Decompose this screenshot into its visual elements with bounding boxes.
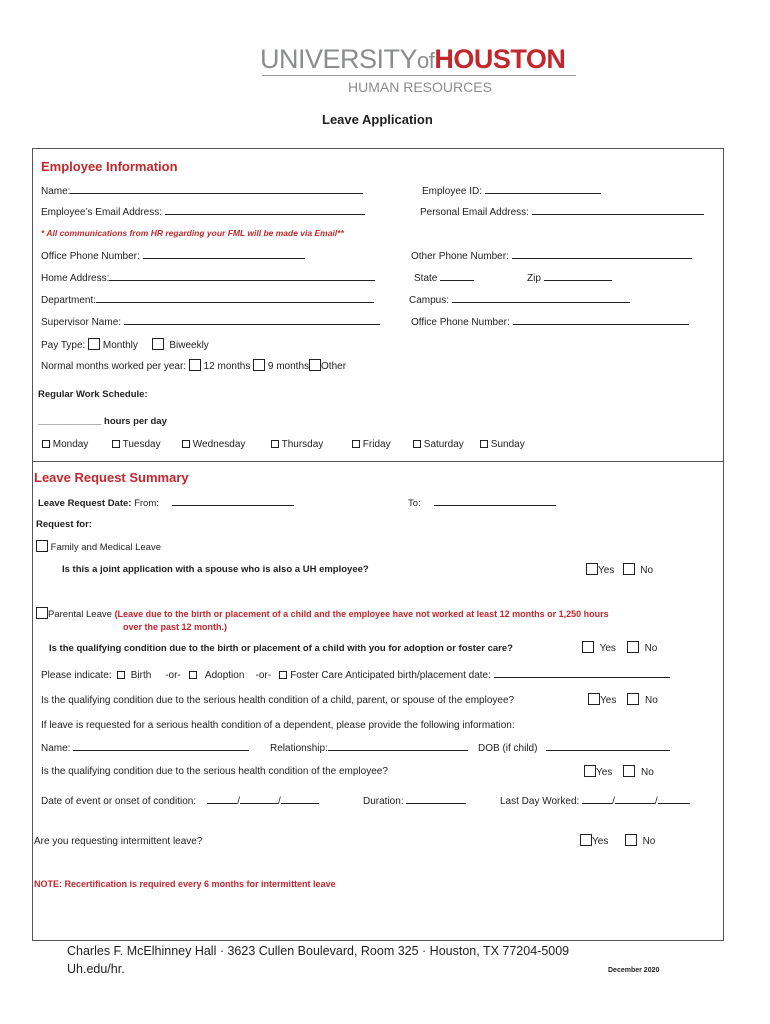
state-input-line[interactable] bbox=[440, 272, 474, 281]
personal-email-input-line[interactable] bbox=[532, 206, 704, 215]
duration-label: Duration: bbox=[363, 796, 404, 807]
day-saturday[interactable] bbox=[413, 439, 464, 450]
relationship-input-line[interactable] bbox=[328, 742, 468, 751]
hours-per-day-label: hours per day bbox=[104, 416, 167, 427]
day-monday[interactable] bbox=[42, 439, 88, 450]
qualifying-child-no-label: No bbox=[644, 643, 658, 654]
months-row bbox=[41, 359, 346, 372]
to-label: To: bbox=[408, 498, 421, 509]
serious-family-question: Is the qualifying condition due to the serious health condition of a child, parent, or spouse of the employee? bbox=[41, 695, 515, 706]
name-label: Name: bbox=[41, 186, 71, 197]
day-wednesday[interactable] bbox=[182, 439, 245, 450]
personal-email-label: Personal Email Address: bbox=[420, 207, 529, 218]
request-for-label: Request for: bbox=[36, 519, 92, 530]
fml-option[interactable] bbox=[36, 540, 161, 553]
office-phone-input-line[interactable] bbox=[143, 250, 305, 259]
joint-application-question: Is this a joint application with a spouse who is also a UH employee? bbox=[62, 564, 369, 575]
day-sunday[interactable] bbox=[480, 439, 525, 450]
serious-employee-question: Is the qualifying condition due to the serious health condition of the employee? bbox=[41, 766, 388, 777]
event-date-field[interactable]: Date of event or onset of condition: / / bbox=[41, 795, 319, 807]
thursday-checkbox[interactable] bbox=[271, 440, 279, 448]
recertification-note: NOTE: Recertification is required every 6 months for intermittent leave bbox=[34, 879, 336, 889]
tuesday-checkbox[interactable] bbox=[112, 440, 120, 448]
wednesday-label: Wednesday bbox=[192, 439, 246, 450]
please-indicate-label: Please indicate: bbox=[41, 670, 112, 681]
intermittent-yes-checkbox[interactable] bbox=[580, 834, 592, 846]
pay-monthly-checkbox[interactable] bbox=[88, 338, 100, 350]
campus-field[interactable] bbox=[409, 294, 630, 306]
qualifying-child-yes-no bbox=[582, 641, 657, 654]
serious-employee-yes-checkbox[interactable] bbox=[584, 765, 596, 777]
supervisor-label: Supervisor Name: bbox=[41, 317, 122, 328]
intermittent-question: Are you requesting intermittent leave? bbox=[34, 836, 203, 847]
qualifying-child-question: Is the qualifying condition due to the birth or placement of a child with you for adoption or foster care? bbox=[49, 643, 513, 654]
parental-leave-option[interactable] bbox=[36, 607, 609, 620]
joint-yes-label: Yes bbox=[598, 565, 615, 576]
monday-label: Monday bbox=[52, 439, 89, 450]
day-thursday[interactable] bbox=[271, 439, 323, 450]
zip-label: Zip bbox=[527, 273, 541, 284]
campus-input-line[interactable] bbox=[452, 294, 630, 303]
sunday-checkbox[interactable] bbox=[480, 440, 488, 448]
event-year-line[interactable] bbox=[281, 795, 319, 804]
home-address-label: Home Address: bbox=[41, 273, 110, 284]
employee-info-title: Employee Information bbox=[41, 159, 178, 174]
department-label: Department: bbox=[41, 295, 97, 306]
months-12-label: 12 months bbox=[203, 361, 251, 372]
serious-family-yes-label: Yes bbox=[600, 695, 617, 706]
state-field[interactable] bbox=[414, 272, 474, 284]
joint-no-label: No bbox=[640, 565, 654, 576]
employee-email-label: Employee’s Email Address: bbox=[41, 207, 162, 218]
intermittent-no-checkbox[interactable] bbox=[625, 834, 637, 846]
event-month-line[interactable] bbox=[207, 795, 237, 804]
months-12-checkbox[interactable] bbox=[189, 359, 201, 371]
from-label: From: bbox=[134, 498, 159, 509]
joint-no-checkbox[interactable] bbox=[623, 563, 635, 575]
fml-checkbox[interactable] bbox=[36, 540, 48, 552]
serious-family-yes-checkbox[interactable] bbox=[588, 693, 600, 705]
qualifying-child-yes-checkbox[interactable] bbox=[582, 641, 594, 653]
office-phone-field[interactable] bbox=[41, 250, 305, 262]
joint-yes-no bbox=[586, 563, 653, 576]
zip-field[interactable] bbox=[527, 272, 612, 284]
supervisor-phone-label: Office Phone Number: bbox=[411, 317, 510, 328]
please-indicate-row bbox=[41, 669, 670, 681]
leave-date-to-field[interactable] bbox=[408, 497, 556, 509]
dependent-instructions: If leave is requested for a serious health condition of a dependent, please provide the following information: bbox=[41, 720, 515, 731]
state-label: State bbox=[414, 273, 438, 284]
tuesday-label: Tuesday bbox=[122, 439, 161, 450]
wednesday-checkbox[interactable] bbox=[182, 440, 190, 448]
parental-leave-desc-1: (Leave due to the birth or placement of a child and the employee have not worked at least 12 months or 1,250 hours bbox=[114, 609, 609, 619]
dependent-name-input-line[interactable] bbox=[73, 742, 249, 751]
employee-id-field[interactable] bbox=[422, 185, 601, 197]
personal-email-field[interactable] bbox=[420, 206, 704, 218]
event-date-label: Date of event or onset of condition: bbox=[41, 796, 197, 807]
supervisor-input-line[interactable] bbox=[124, 316, 380, 325]
day-tuesday[interactable] bbox=[112, 439, 161, 450]
home-address-input-line[interactable] bbox=[109, 272, 375, 281]
footer-website[interactable]: Uh.edu/hr. bbox=[67, 962, 125, 976]
last-day-field[interactable]: Last Day Worked: / / bbox=[500, 795, 690, 807]
duration-field[interactable] bbox=[363, 795, 466, 807]
friday-checkbox[interactable] bbox=[352, 440, 360, 448]
serious-employee-no-label: No bbox=[641, 767, 654, 778]
foster-care-label: Foster Care bbox=[290, 670, 343, 681]
zip-input-line[interactable] bbox=[544, 272, 612, 281]
last-day-month-line[interactable] bbox=[582, 795, 612, 804]
logo-university-text: UNIVERSITY bbox=[260, 44, 418, 74]
parental-leave-label: Parental Leave bbox=[48, 609, 112, 620]
supervisor-field[interactable] bbox=[41, 316, 380, 328]
serious-employee-yes-label: Yes bbox=[596, 767, 613, 778]
pay-type-label: Pay Type: bbox=[41, 340, 86, 351]
department-input-line[interactable] bbox=[96, 294, 374, 303]
adoption-checkbox[interactable] bbox=[189, 671, 197, 679]
other-phone-input-line[interactable] bbox=[512, 250, 692, 259]
other-phone-label: Other Phone Number: bbox=[411, 251, 509, 262]
duration-input-line[interactable] bbox=[406, 795, 466, 804]
from-input-line[interactable] bbox=[172, 497, 294, 506]
dob-label: DOB (if child) bbox=[478, 743, 538, 754]
anticipated-date-input-line[interactable] bbox=[494, 669, 670, 678]
months-9-checkbox[interactable] bbox=[253, 359, 265, 371]
last-day-label: Last Day Worked: bbox=[500, 796, 580, 807]
intermittent-no-label: No bbox=[642, 836, 656, 847]
supervisor-phone-input-line[interactable] bbox=[513, 316, 689, 325]
birth-label: Birth bbox=[130, 670, 152, 681]
monday-checkbox[interactable] bbox=[42, 440, 50, 448]
dob-input-line[interactable] bbox=[546, 742, 670, 751]
footer-address: Charles F. McElhinney Hall · 3623 Cullen Boulevard, Room 325 · Houston, TX 77204-5009 bbox=[67, 944, 570, 958]
or-text-2: -or- bbox=[255, 670, 272, 681]
anticipated-date-label: Anticipated birth/placement date: bbox=[345, 670, 491, 681]
name-input-line[interactable] bbox=[70, 185, 363, 194]
logo-subtitle: HUMAN RESOURCES bbox=[348, 79, 492, 95]
logo-divider bbox=[262, 75, 576, 76]
campus-label: Campus: bbox=[409, 295, 450, 306]
birth-checkbox[interactable] bbox=[117, 671, 125, 679]
event-day-line[interactable] bbox=[240, 795, 278, 804]
name-field[interactable] bbox=[41, 185, 363, 197]
leave-date-label: Leave Request Date: bbox=[38, 498, 132, 509]
logo-houston-text: HOUSTON bbox=[434, 44, 566, 74]
last-day-day-line[interactable] bbox=[615, 795, 655, 804]
supervisor-phone-field[interactable] bbox=[411, 316, 689, 328]
hours-blank[interactable]: ____________ bbox=[38, 416, 102, 427]
serious-employee-yes-no bbox=[584, 765, 654, 778]
logo-of-text: of bbox=[417, 48, 435, 73]
university-logo bbox=[260, 44, 565, 75]
to-input-line[interactable] bbox=[434, 497, 556, 506]
qualifying-child-yes-label: Yes bbox=[599, 643, 616, 654]
saturday-checkbox[interactable] bbox=[413, 440, 421, 448]
months-other-label: Other bbox=[321, 361, 347, 372]
serious-family-no-checkbox[interactable] bbox=[627, 693, 639, 705]
relationship-field[interactable] bbox=[270, 742, 468, 754]
parental-leave-checkbox[interactable] bbox=[36, 607, 48, 619]
fml-option-label: Family and Medical Leave bbox=[50, 542, 161, 553]
months-9-label: 9 months bbox=[267, 361, 310, 372]
months-other-checkbox[interactable] bbox=[309, 359, 321, 371]
dependent-name-field[interactable] bbox=[41, 742, 249, 754]
employee-id-label: Employee ID: bbox=[422, 186, 483, 197]
last-day-year-line[interactable] bbox=[658, 795, 690, 804]
pay-biweekly-label: Biweekly bbox=[169, 340, 209, 351]
serious-employee-no-checkbox[interactable] bbox=[623, 765, 635, 777]
sunday-label: Sunday bbox=[490, 439, 525, 450]
pay-biweekly-checkbox[interactable] bbox=[152, 338, 164, 350]
hours-per-day-row[interactable] bbox=[38, 416, 167, 427]
footer-date: December 2020 bbox=[608, 967, 660, 974]
dob-field[interactable] bbox=[478, 742, 670, 754]
form-title: Leave Application bbox=[322, 112, 433, 127]
other-phone-field[interactable] bbox=[411, 250, 692, 262]
qualifying-child-no-checkbox[interactable] bbox=[627, 641, 639, 653]
adoption-label: Adoption bbox=[204, 670, 245, 681]
joint-yes-checkbox[interactable] bbox=[586, 563, 598, 575]
serious-family-no-label: No bbox=[645, 695, 658, 706]
fml-email-note: * All communications from HR regarding your FML will be made via Email** bbox=[41, 228, 344, 238]
home-address-field[interactable] bbox=[41, 272, 375, 284]
employee-email-field[interactable] bbox=[41, 206, 365, 218]
department-field[interactable] bbox=[41, 294, 374, 306]
months-label: Normal months worked per year: bbox=[41, 361, 187, 372]
intermittent-yes-label: Yes bbox=[592, 836, 609, 847]
day-friday[interactable] bbox=[352, 439, 391, 450]
relationship-label: Relationship: bbox=[270, 743, 328, 754]
employee-id-input-line[interactable] bbox=[485, 185, 601, 194]
office-phone-label: Office Phone Number: bbox=[41, 251, 140, 262]
employee-email-input-line[interactable] bbox=[165, 206, 365, 215]
or-text-1: -or- bbox=[165, 670, 181, 681]
dependent-name-label: Name: bbox=[41, 743, 71, 754]
intermittent-yes-no bbox=[580, 834, 655, 847]
pay-type-row bbox=[41, 338, 209, 351]
thursday-label: Thursday bbox=[281, 439, 324, 450]
leave-request-title: Leave Request Summary bbox=[34, 470, 189, 485]
serious-family-yes-no bbox=[588, 693, 658, 706]
friday-label: Friday bbox=[362, 439, 391, 450]
saturday-label: Saturday bbox=[423, 439, 464, 450]
schedule-label: Regular Work Schedule: bbox=[38, 389, 148, 400]
pay-monthly-label: Monthly bbox=[102, 340, 138, 351]
parental-leave-desc-2: over the past 12 month.) bbox=[123, 622, 228, 632]
leave-date-from-field[interactable] bbox=[38, 497, 294, 509]
foster-care-checkbox[interactable] bbox=[279, 671, 287, 679]
